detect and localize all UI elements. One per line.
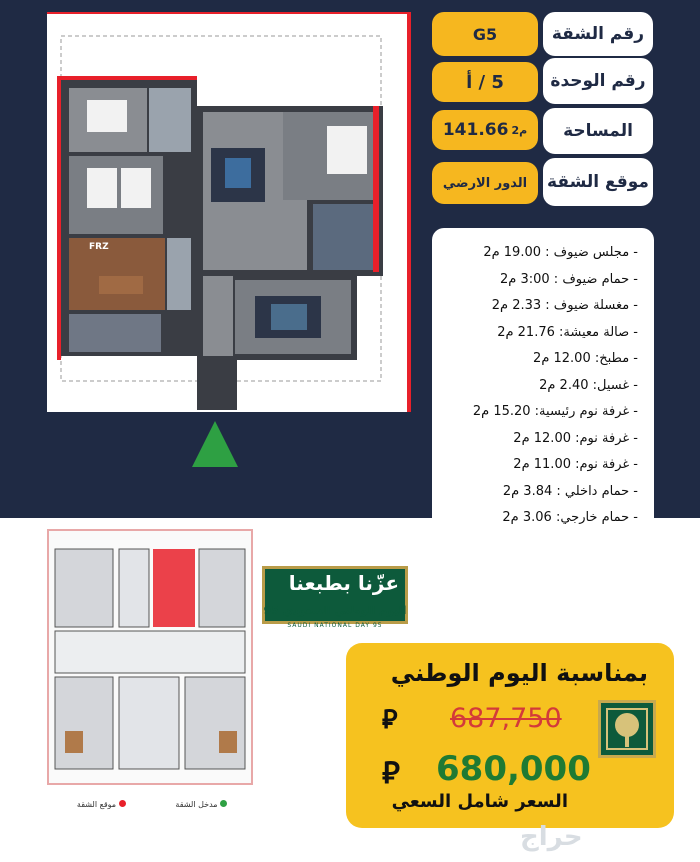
- logo-english: SAUDI NATIONAL DAY 95: [287, 622, 383, 629]
- area-unit: م2: [511, 123, 528, 137]
- frz-label: FRZ: [89, 242, 109, 252]
- promo-title: بمناسبة اليوم الوطني: [390, 659, 648, 687]
- watermark-logo: حراج: [520, 822, 583, 852]
- promo-box: [346, 643, 674, 828]
- list-item: - مطبخ: 12.00 م2: [533, 351, 638, 366]
- list-item: - مجلس ضيوف : 19.00 م2: [483, 245, 638, 260]
- floor-plan: [47, 12, 411, 412]
- list-item: - غرفة نوم: 12.00 م2: [513, 430, 638, 446]
- area-number: 141.66: [442, 120, 509, 140]
- list-item: - حمام خارجي: 3.06 م2: [502, 510, 638, 525]
- legend-entrance: [175, 800, 227, 809]
- price-note: السعر شامل السعي: [391, 791, 568, 812]
- list-item: - حمام ضيوف : 3:00 م2: [500, 271, 638, 287]
- entrance-arrow-icon: [192, 421, 238, 467]
- floor-plan-drawing: [47, 14, 407, 412]
- site-plan-drawing: [49, 531, 251, 783]
- list-item: - غرفة نوم رئيسية: 15.20 م2: [472, 404, 638, 419]
- riyal-icon: ⃁: [382, 705, 398, 735]
- logo-title: عزّنا بطبعنا: [288, 571, 399, 595]
- legend-entrance-label: مدخل الشقة: [175, 799, 218, 809]
- list-item: - حمام داخلي : 3.84 م2: [502, 483, 638, 499]
- apartment-no-value: G5: [432, 12, 538, 56]
- logo-subtitle: اليوم الوطني السعودي 95: [263, 604, 407, 617]
- list-item: - غسيل: 2.40 م2: [539, 377, 638, 393]
- legend-location-dot-icon: [119, 800, 126, 807]
- legend-location-label: موقع الشقة: [76, 799, 117, 809]
- location-value: الدور الارضي: [432, 162, 538, 204]
- list-item: - غرفة نوم: 11.00 م2: [513, 457, 638, 472]
- legend-location: [77, 800, 126, 809]
- site-plan: [47, 529, 253, 785]
- site-legend: [52, 797, 252, 811]
- location-label: موقع الشقة: [543, 158, 653, 206]
- area-value: [432, 110, 538, 150]
- legend-entrance-dot-icon: [220, 800, 227, 807]
- list-item: - مغسلة ضيوف : 2.33 م2: [491, 298, 638, 313]
- unit-no-value: 5 / أ: [432, 62, 538, 102]
- rooms-list: [432, 228, 654, 538]
- new-price: 680,000: [436, 749, 591, 789]
- national-emblem-icon: [598, 700, 656, 758]
- old-price: 687,750: [450, 703, 562, 734]
- list-item: - صالة معيشة: 21.76 م2: [497, 324, 638, 340]
- unit-no-label: رقم الوحدة: [543, 58, 653, 104]
- apartment-no-label: رقم الشقة: [543, 12, 653, 56]
- riyal-icon: ⃁: [382, 756, 400, 791]
- area-label: المساحة: [543, 108, 653, 154]
